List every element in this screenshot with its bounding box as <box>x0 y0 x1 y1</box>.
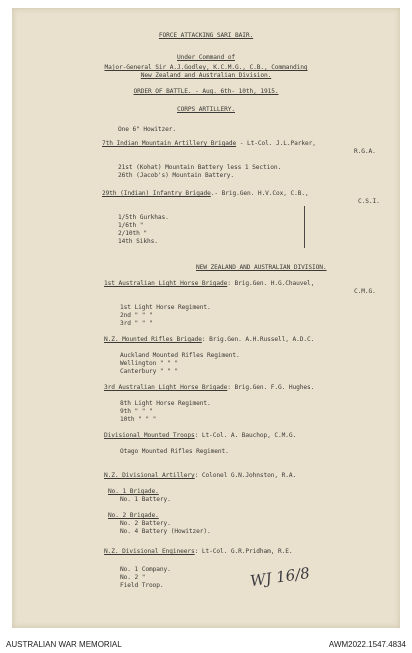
mounted-troops: Divisional Mounted Troops: Lt-Col. A. Bauchop, C.M.G. <box>104 432 297 439</box>
commander-line-2: New Zealand and Australian Division. <box>140 72 272 79</box>
mounted-rifles-unit: Canterbury " " " <box>120 368 179 375</box>
divisional-artillery: N.Z. Divisional Artillery: Colonel G.N.Johnston, R.A. <box>104 472 297 479</box>
infantry-unit: 1/6th " <box>118 222 144 229</box>
engineers-unit: No. 1 Company. <box>120 566 171 573</box>
brigade-2-heading: No. 2 Brigade. <box>108 512 159 519</box>
mounted-rifles-unit: Auckland Mounted Rifles Regiment. <box>120 352 240 359</box>
light-horse-brigade-1: 1st Australian Light Horse Brigade: Brig.Gen. H.G.Chauvel, <box>104 280 315 287</box>
mounted-rifles-brigade: N.Z. Mounted Rifles Brigade: Brig.Gen. A.H.Russell, A.D.C. <box>104 336 315 343</box>
corps-unit: 26th (Jacob's) Mountain Battery. <box>118 172 235 179</box>
brigade-2-unit: No. 2 Battery. <box>120 520 171 527</box>
infantry-unit: 14th Sikhs. <box>118 238 158 245</box>
mounted-rifles-unit: Wellington " " " <box>120 360 179 367</box>
indian-infantry-rank: C.S.I. <box>358 198 380 205</box>
order-of-battle: ORDER OF BATTLE. - Aug. 6th- 10th, 1915. <box>133 88 279 95</box>
light-horse-1-rank: C.M.G. <box>354 288 376 295</box>
brigade-1-heading: No. 1 Brigade. <box>108 488 159 495</box>
mountain-artillery-rank: R.G.A. <box>354 148 376 155</box>
light-horse-1-unit: 2nd " " " <box>120 312 153 319</box>
infantry-unit: 2/10th " <box>118 230 148 237</box>
divisional-engineers: N.Z. Divisional Engineers: Lt-Col. G.R.Pridham, R.E. <box>104 548 293 555</box>
light-horse-1-unit: 1st Light Horse Regiment. <box>120 304 211 311</box>
light-horse-3-unit: 10th " " " <box>120 416 157 423</box>
corps-unit: 21st (Kohat) Mountain Battery less 1 Section. <box>118 164 282 171</box>
handwritten-annotation: WJ 16/8 <box>249 563 311 591</box>
indian-infantry-brigade: 29th (Indian) Infantry Brigade.- Brig.Gen. H.V.Cox, C.B., <box>102 190 309 197</box>
engineers-unit: Field Troop. <box>120 582 164 589</box>
document-title: FORCE ATTACKING SARI BAIR. <box>158 32 254 39</box>
light-horse-brigade-3: 3rd Australian Light Horse Brigade: Brig.Gen. F.G. Hughes. <box>104 384 315 391</box>
light-horse-3-unit: 8th Light Horse Regiment. <box>120 400 211 407</box>
howitzer-line: One 6" Howitzer. <box>118 126 177 133</box>
margin-rule <box>304 206 305 248</box>
light-horse-3-unit: 9th " " " <box>120 408 153 415</box>
mounted-troops-unit: Otago Mounted Rifles Regiment. <box>120 448 229 455</box>
commander-line-1: Major-General Sir A.J.Godley, K.C.M.G., C.B., Commanding <box>104 64 308 71</box>
engineers-unit: No. 2 " <box>120 574 146 581</box>
corps-artillery-heading: CORPS ARTILLERY. <box>176 106 235 113</box>
footer-credit: AUSTRALIAN WAR MEMORIAL <box>6 640 122 649</box>
mountain-artillery-brigade: 7th Indian Mountain Artillery Brigade - Lt-Col. J.L.Parker, <box>102 140 316 147</box>
document-page <box>12 8 400 628</box>
light-horse-1-unit: 3rd " " " <box>120 320 153 327</box>
command-line: Under Command of <box>176 54 235 61</box>
brigade-1-unit: No. 1 Battery. <box>120 496 171 503</box>
division-heading: NEW ZEALAND AND AUSTRALIAN DIVISION. <box>196 264 327 271</box>
footer-accession-number: AWM2022.1547.4834 <box>328 640 406 649</box>
brigade-2-unit: No. 4 Battery (Howitzer). <box>120 528 211 535</box>
infantry-unit: 1/5th Gurkhas. <box>118 214 169 221</box>
